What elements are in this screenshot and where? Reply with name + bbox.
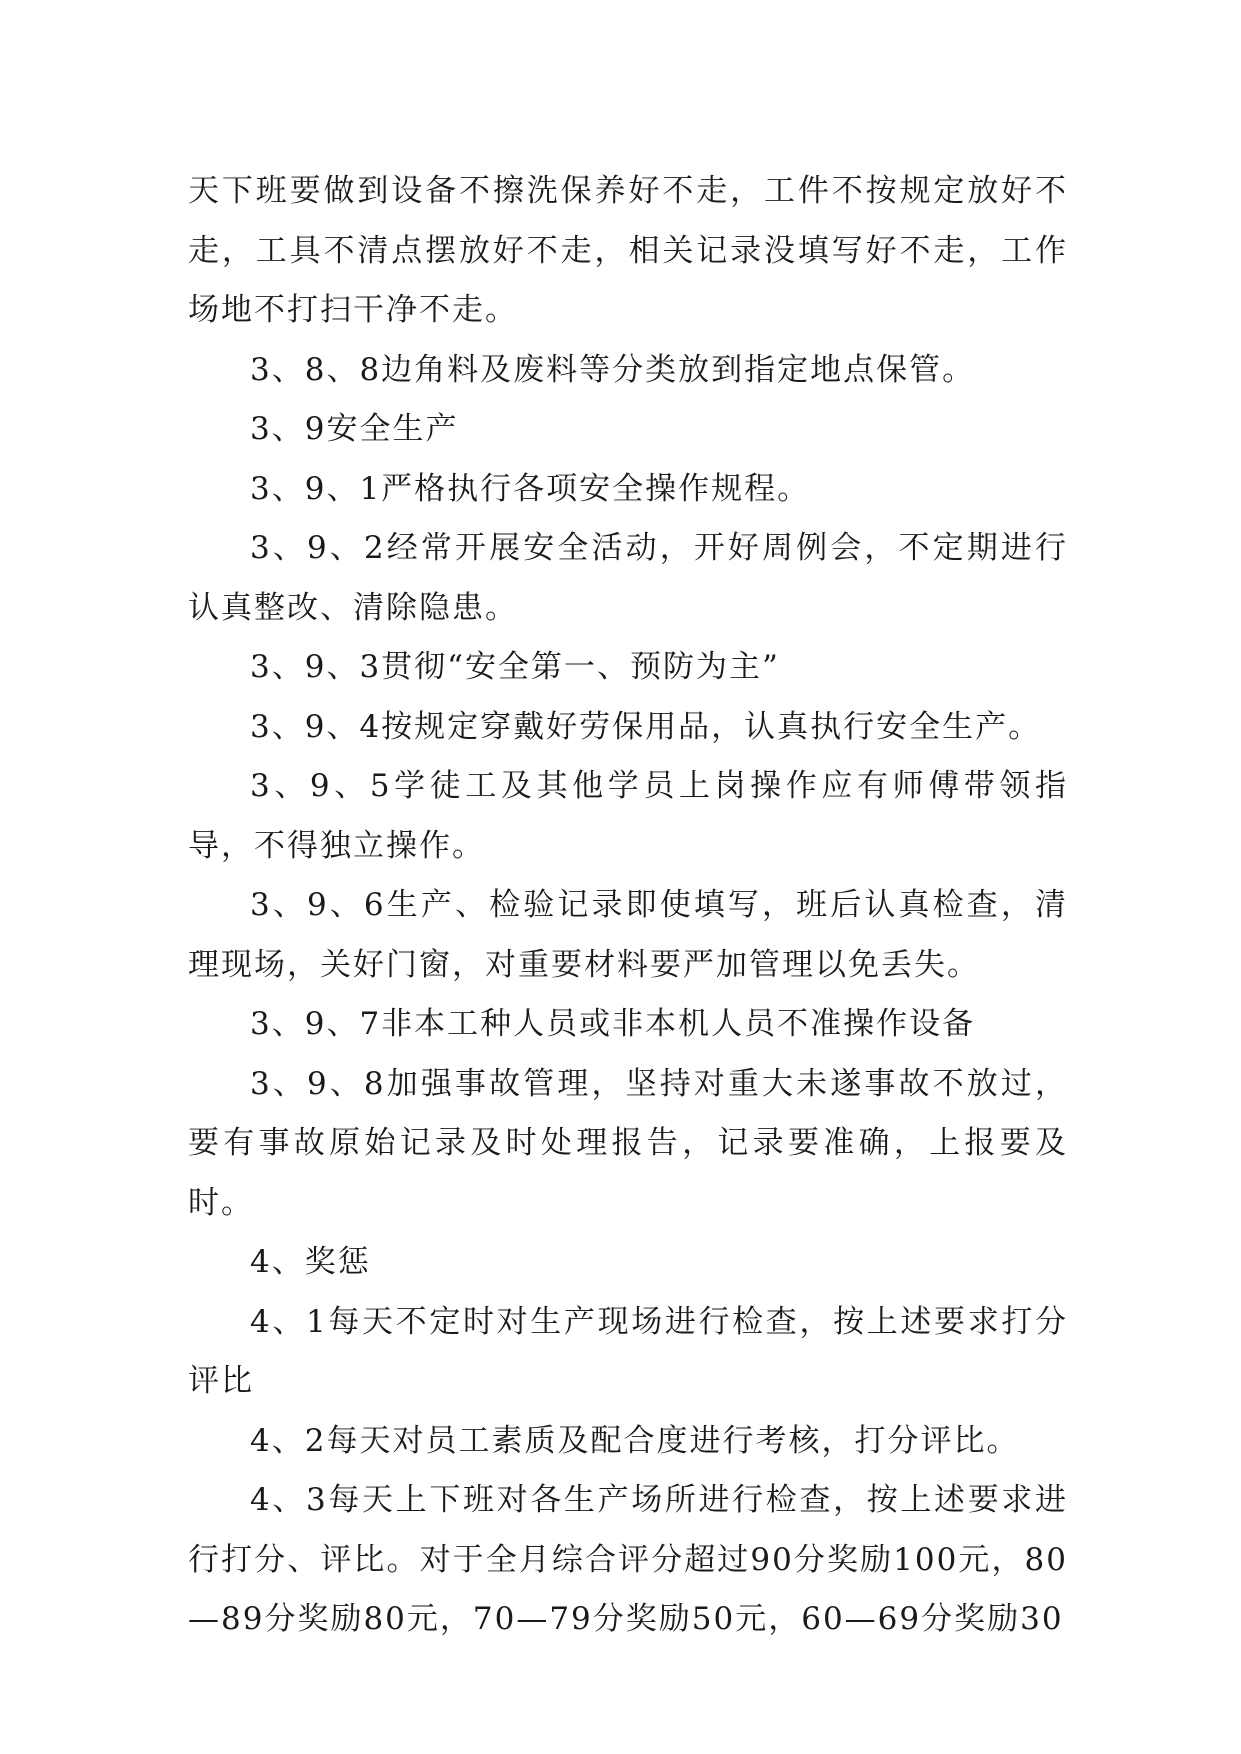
body-text bbox=[188, 162, 1068, 1650]
clause-3-9-1: 3、9、1严格执行各项安全操作规程。 bbox=[250, 470, 811, 507]
section-heading-4: 4、奖惩 bbox=[250, 1244, 371, 1280]
clause-3-8-8: 3、8、8边角料及废料等分类放到指定地点保管。 bbox=[250, 351, 976, 388]
clause-3-9-2: 3、9、2经常开展安全活动，开好周例会，不定期进行认真整改、清除隐患。 bbox=[188, 530, 1068, 626]
clause-3-9-5: 3、9、5学徒工及其他学员上岗操作应有师傅带领指导，不得独立操作。 bbox=[188, 768, 1068, 864]
clause-3-9-8: 3、9、8加强事故管理，坚持对重大未遂事故不放过，要有事故原始记录及时处理报告，记录要准确，上报要及时。 bbox=[188, 1065, 1068, 1221]
clause-3-9-6: 3、9、6生产、检验记录即使填写，班后认真检查，清理现场，关好门窗，对重要材料要严加管理以免丢失。 bbox=[188, 887, 1068, 983]
clause-4-2: 4、2每天对员工素质及配合度进行考核，打分评比。 bbox=[250, 1422, 1020, 1459]
clause-3-9-4: 3、9、4按规定穿戴好劳保用品，认真执行安全生产。 bbox=[250, 708, 1042, 745]
clause-3-9-3: 3、9、3贯彻“安全第一、预防为主” bbox=[250, 649, 780, 685]
section-heading-3-9: 3、9安全生产 bbox=[250, 411, 459, 447]
clause-4-3: 4、3每天上下班对各生产场所进行检查，按上述要求进行打分、评比。对于全月综合评分超过90分奖励100元，80—89分奖励80元，70—79分奖励50元，60—69分奖励30 bbox=[188, 1482, 1068, 1637]
continuation-paragraph: 天下班要做到设备不擦洗保养好不走，工件不按规定放好不走，工具不清点摆放好不走，相关记录没填写好不走，工作场地不打扫干净不走。 bbox=[188, 173, 1068, 328]
clause-3-9-7: 3、9、7非本工种人员或非本机人员不准操作设备 bbox=[250, 1006, 976, 1042]
clause-4-1: 4、1每天不定时对生产现场进行检查，按上述要求打分评比 bbox=[188, 1303, 1068, 1399]
